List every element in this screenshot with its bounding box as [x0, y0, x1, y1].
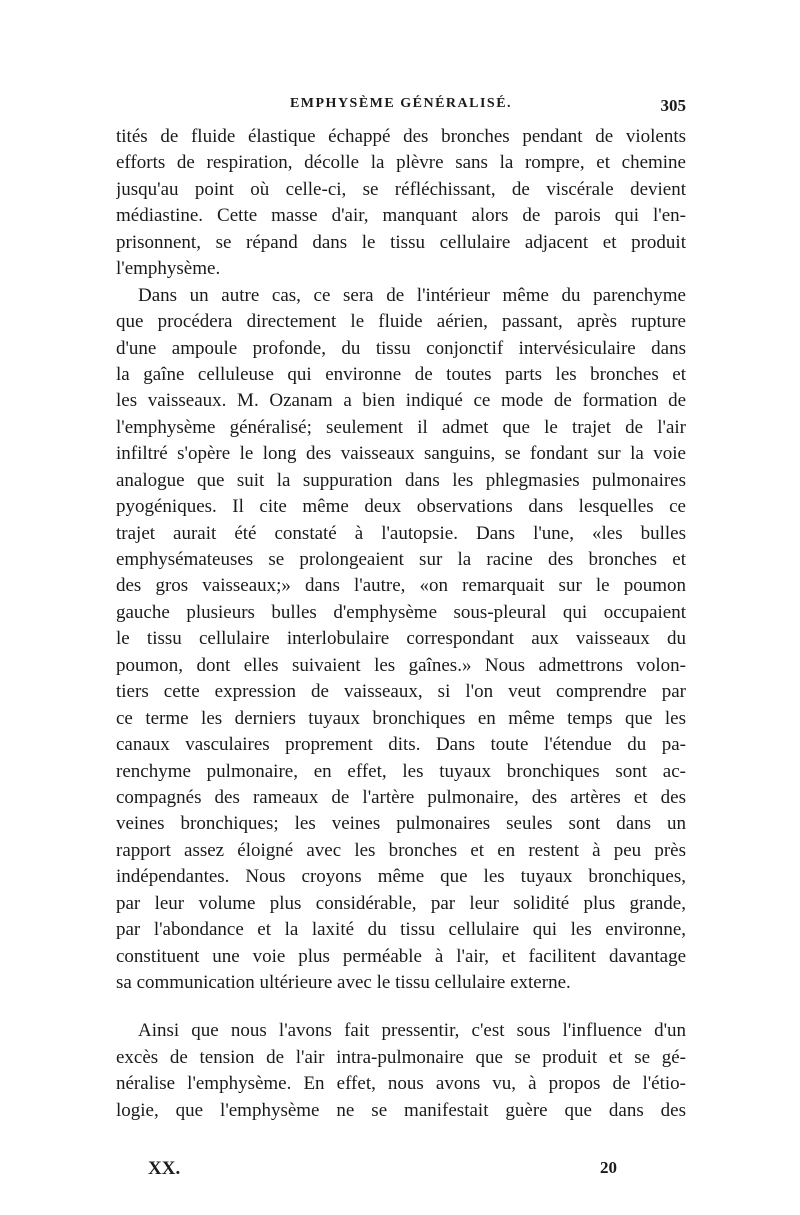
- text-line: renchyme pulmonaire, en effet, les tuyaux bronchiques sont ac-: [116, 760, 686, 782]
- page-footer: [116, 1158, 686, 1184]
- text-line: jusqu'au point où celle-ci, se réfléchissant, de viscérale devient: [116, 178, 686, 200]
- paragraph-2: [116, 283, 686, 997]
- running-title: EMPHYSÈME GÉNÉRALISÉ.: [289, 96, 513, 111]
- text-line: compagnés des rameaux de l'artère pulmonaire, des artères et des: [116, 786, 686, 808]
- text-line: Ainsi que nous l'avons fait pressentir, c'est sous l'influence d'un: [138, 1020, 686, 1042]
- paragraph-3: [116, 1018, 686, 1124]
- text-line: analogue que suit la suppuration dans les phlegmasies pulmonaires: [116, 469, 686, 491]
- text-line: indépendantes. Nous croyons même que les tuyaux bronchiques,: [116, 866, 686, 888]
- running-head: [116, 96, 686, 118]
- text-line: excès de tension de l'air intra-pulmonaire que se produit et se gé-: [116, 1046, 686, 1068]
- signature-number: 20: [600, 1158, 617, 1177]
- text-line: trajet aurait été constaté à l'autopsie. Dans l'une, «les bulles: [116, 522, 686, 544]
- text-line: gauche plusieurs bulles d'emphysème sous-pleural qui occupaient: [116, 601, 686, 623]
- text-line: les vaisseaux. M. Ozanam a bien indiqué ce mode de formation de: [116, 390, 686, 412]
- signature-mark: XX.: [148, 1158, 181, 1179]
- paragraph-1: [116, 124, 686, 283]
- text-line: efforts de respiration, décolle la plèvre sans la rompre, et chemine: [116, 152, 686, 174]
- text-line: tités de fluide élastique échappé des bronches pendant de violents: [116, 126, 686, 147]
- text-line: que procédera directement le fluide aérien, passant, après rupture: [116, 311, 686, 333]
- text-line: tiers cette expression de vaisseaux, si l'on veut comprendre par: [116, 681, 686, 703]
- text-line: par l'abondance et la laxité du tissu cellulaire qui les environne,: [116, 919, 686, 941]
- text-line: sa communication ultérieure avec le tissu cellulaire externe.: [116, 972, 571, 993]
- text-line: Dans un autre cas, ce sera de l'intérieur même du parenchyme: [138, 284, 686, 306]
- text-line: poumon, dont elles suivaient les gaînes.» Nous admettrons volon-: [116, 654, 686, 676]
- text-line: veines bronchiques; les veines pulmonaires seules sont dans un: [116, 813, 686, 835]
- text-line: ce terme les derniers tuyaux bronchiques en même temps que les: [116, 707, 686, 729]
- text-line: logie, que l'emphysème ne se manifestait guère que dans des: [116, 1099, 686, 1121]
- text-line: prisonnent, se répand dans le tissu cellulaire adjacent et produit: [116, 231, 686, 253]
- text-line: le tissu cellulaire interlobulaire correspondant aux vaisseaux du: [116, 628, 686, 650]
- text-line: infiltré s'opère le long des vaisseaux sanguins, se fondant sur la voie: [116, 443, 686, 465]
- text-line: canaux vasculaires proprement dits. Dans toute l'étendue du pa-: [116, 734, 686, 756]
- text-line: pyogéniques. Il cite même deux observations dans lesquelles ce: [116, 496, 686, 518]
- text-line: l'emphysème généralisé; seulement il admet que le trajet de l'air: [116, 416, 686, 438]
- text-line: des gros vaisseaux;» dans l'autre, «on remarquait sur le poumon: [116, 575, 686, 597]
- text-line: d'une ampoule profonde, du tissu conjonctif intervésiculaire dans: [116, 337, 686, 359]
- text-line: médiastine. Cette masse d'air, manquant alors de parois qui l'en-: [116, 205, 686, 227]
- text-line: rapport assez éloigné avec les bronches et en restent à peu près: [116, 839, 686, 861]
- paragraph-gap: [116, 996, 686, 1018]
- text-line: la gaîne celluleuse qui environne de toutes parts les bronches et: [116, 363, 686, 385]
- text-line: néralise l'emphysème. En effet, nous avons vu, à propos de l'étio-: [116, 1073, 686, 1095]
- text-line: l'emphysème.: [116, 258, 221, 280]
- text-line: emphysémateuses se prolongeaient sur la racine des bronches et: [116, 549, 686, 570]
- text-line: par leur volume plus considérable, par leur solidité plus grande,: [116, 892, 686, 914]
- body-text: [116, 124, 686, 1124]
- page-number: 305: [660, 96, 686, 115]
- text-line: constituent une voie plus perméable à l'air, et facilitent davantage: [116, 945, 686, 967]
